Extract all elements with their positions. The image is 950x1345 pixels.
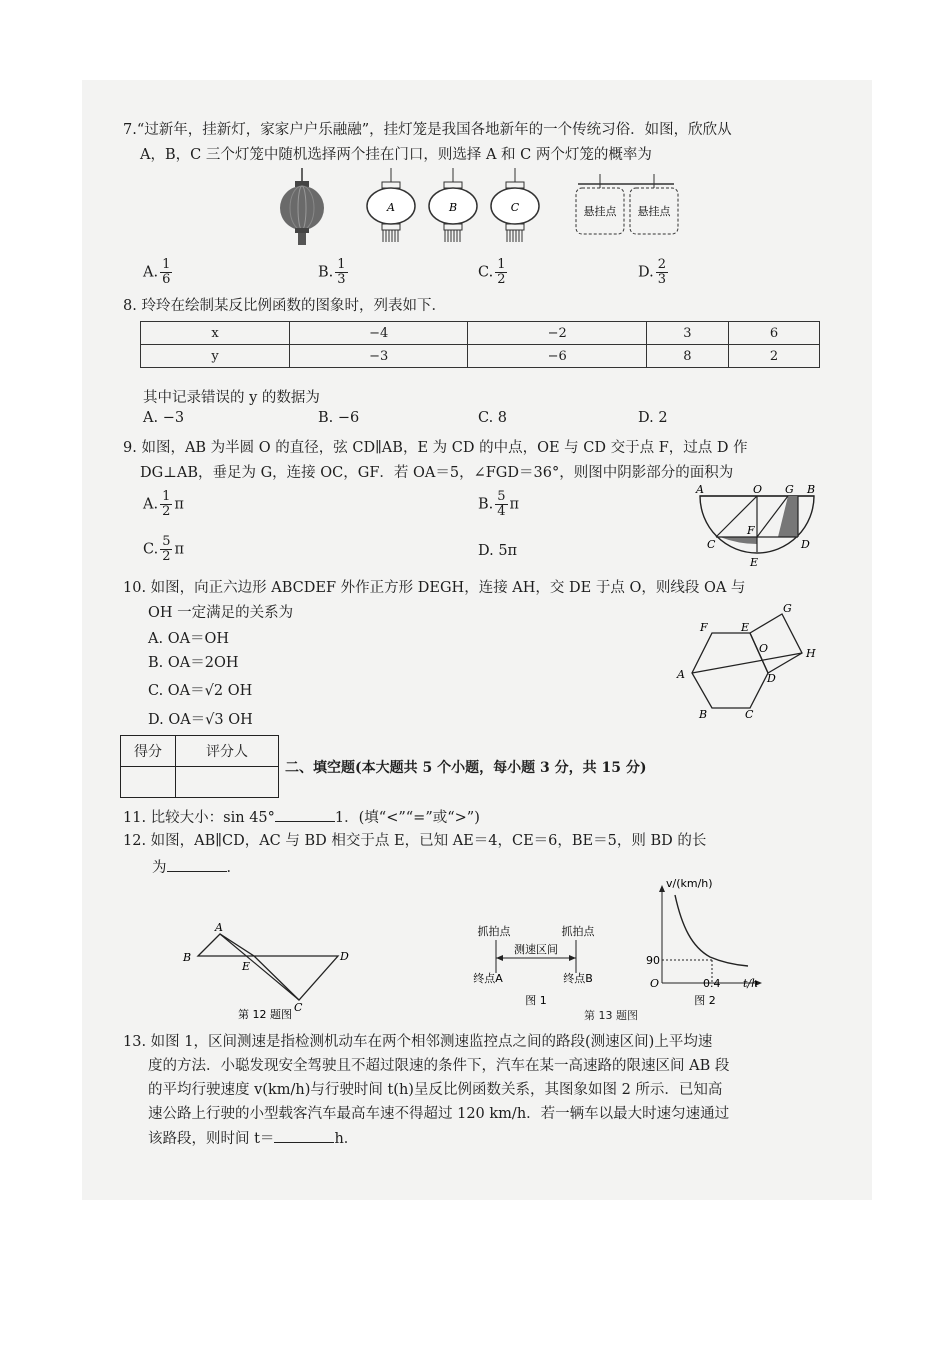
q9-line1: 9. 如图，AB 为半圆 O 的直径，弦 CD∥AB，E 为 CD 的中点，OE 与 CD 交于点 F，过点 D 作 <box>123 440 748 456</box>
q13-fig1 <box>460 918 610 1010</box>
lantern-photo-icon <box>280 168 324 245</box>
lantern-b-icon <box>429 168 477 242</box>
q9-option-d[interactable]: D. 5π <box>478 543 518 559</box>
svg-text:E: E <box>242 960 251 973</box>
q12-answer-blank[interactable] <box>167 857 227 872</box>
q7-line2: A，B，C 三个灯笼中随机选择两个挂在门口，则选择 A 和 C 两个灯笼的概率为 <box>140 147 652 163</box>
q13-fig-caption: 第 13 题图 <box>584 1009 638 1022</box>
svg-text:A: A <box>215 921 223 934</box>
svg-text:终点A: 终点A <box>473 972 503 985</box>
svg-text:E: E <box>750 556 759 569</box>
q10-option-c[interactable]: C. OA＝√2 OH <box>148 683 253 699</box>
q8-question: 其中记录错误的 y 的数据为 <box>143 390 320 406</box>
q11-text: 11. 比较大小：sin 45° 1．(填“<”“=”或“>”) <box>123 807 480 828</box>
score-box <box>120 735 279 798</box>
svg-text:F: F <box>747 524 755 537</box>
svg-text:悬挂点: 悬挂点 <box>583 205 617 218</box>
svg-text:A: A <box>677 668 685 681</box>
hook-points-icon <box>576 174 678 234</box>
q8-option-b[interactable]: B. −6 <box>318 410 360 426</box>
svg-text:A: A <box>696 484 704 496</box>
table-row: x −4 −2 3 6 <box>141 322 820 345</box>
q13-fig2-graph <box>640 875 775 1010</box>
svg-text:图 1: 图 1 <box>525 994 547 1007</box>
svg-text:B: B <box>699 708 708 721</box>
svg-text:D: D <box>767 672 776 685</box>
section2-title: 二、填空题(本大题共 5 个小题，每小题 3 分，共 15 分) <box>285 760 647 776</box>
svg-text:C: C <box>745 708 754 721</box>
q10-option-b[interactable]: B. OA＝2OH <box>148 655 239 671</box>
q8-table <box>140 321 820 368</box>
svg-text:第 12 题图: 第 12 题图 <box>238 1008 292 1021</box>
q7-option-b[interactable]: B. $\frac{1}{3}$ <box>318 257 346 287</box>
svg-text:D: D <box>340 950 349 963</box>
q10-line1: 10. 如图，向正六边形 ABCDEF 外作正方形 DEGH，连接 AH，交 DE 于点 O，则线段 OA 与 <box>123 580 746 596</box>
svg-text:终点B: 终点B <box>563 972 593 985</box>
q9-option-b[interactable]: B. $\frac{5}{4}$ π <box>478 489 520 519</box>
svg-text:测速区间: 测速区间 <box>514 943 558 956</box>
q7-option-a[interactable]: A. $\frac{1}{6}$ <box>143 257 171 287</box>
q13-line3: 的平均行驶速度 v(km/h)与行驶时间 t(h)呈反比例函数关系，其图象如图 2 所示．已知高 <box>148 1082 723 1098</box>
svg-text:C: C <box>510 201 520 214</box>
q10-option-a[interactable]: A. OA＝OH <box>148 631 230 647</box>
q7-option-c[interactable]: C. $\frac{1}{2}$ <box>478 257 506 287</box>
svg-text:抓拍点: 抓拍点 <box>477 925 511 938</box>
q8-option-c[interactable]: C. 8 <box>478 410 508 426</box>
svg-text:G: G <box>783 602 792 615</box>
svg-text:C: C <box>294 1001 303 1014</box>
svg-text:O: O <box>759 642 769 655</box>
q13-line4: 速公路上行驶的小型载客汽车最高车速不得超过 120 km/h．若一辆车以最大时速匀速通过 <box>148 1106 730 1122</box>
q9-option-c[interactable]: C. $\frac{5}{2}$ π <box>143 534 184 564</box>
svg-text:F: F <box>700 621 708 634</box>
q12-line1: 12. 如图，AB∥CD，AC 与 BD 相交于点 E，已知 AE＝4，CE＝6，BE＝5，则 BD 的长 <box>123 833 707 849</box>
svg-text:B: B <box>807 484 816 496</box>
lantern-c-icon <box>491 168 539 242</box>
table-row <box>121 767 279 798</box>
q8-option-a[interactable]: A. −3 <box>143 410 185 426</box>
q13-line2: 度的方法．小聪发现安全驾驶且不超过限速的条件下，汽车在某一高速路的限速区间 AB 段 <box>148 1058 730 1074</box>
q7-option-d[interactable]: D. $\frac{2}{3}$ <box>638 257 666 287</box>
q7-lanterns-figure <box>270 168 690 258</box>
svg-text:E: E <box>741 621 750 634</box>
q7-line1: 7.“过新年，挂新灯，家家户户乐融融”，挂灯笼是我国各地新年的一个传统习俗．如图，欣欣从 <box>123 122 732 138</box>
svg-text:抓拍点: 抓拍点 <box>561 925 595 938</box>
svg-text:90: 90 <box>646 954 660 967</box>
q12-figure <box>175 918 360 1023</box>
q13-line1: 13. 如图 1，区间测速是指检测机动车在两个相邻测速监控点之间的路段(测速区间)上平均速 <box>123 1034 713 1050</box>
q8-option-d[interactable]: D. 2 <box>638 410 668 426</box>
svg-text:t/h: t/h <box>743 977 759 990</box>
table-row: 得分 评分人 <box>121 736 279 767</box>
svg-text:B: B <box>183 951 192 964</box>
svg-text:G: G <box>785 484 794 496</box>
svg-text:图 2: 图 2 <box>694 994 716 1007</box>
svg-text:v/(km/h): v/(km/h) <box>666 877 713 890</box>
q13-answer-blank[interactable] <box>274 1128 334 1143</box>
svg-text:悬挂点: 悬挂点 <box>637 205 671 218</box>
q9-line2: DG⊥AB，垂足为 G，连接 OC，GF．若 OA＝5，∠FGD＝36°，则图中阴影部分的面积为 <box>140 465 734 481</box>
q8-stem: 8. 玲玲在绘制某反比例函数的图象时，列表如下． <box>123 298 446 314</box>
svg-text:D: D <box>801 538 810 551</box>
q10-option-d[interactable]: D. OA＝√3 OH <box>148 712 253 728</box>
q9-option-a[interactable]: A. $\frac{1}{2}$ π <box>143 489 184 519</box>
table-row: y −3 −6 8 2 <box>141 345 820 368</box>
q13-line5: 该路段，则时间 t＝ h． <box>148 1128 358 1149</box>
svg-text:O: O <box>650 977 660 990</box>
svg-text:A: A <box>387 201 395 214</box>
svg-text:C: C <box>707 538 716 551</box>
lantern-a-icon <box>367 168 415 242</box>
svg-text:0.4: 0.4 <box>703 977 721 990</box>
svg-text:B: B <box>448 201 458 214</box>
svg-text:H: H <box>806 647 816 660</box>
svg-text:O: O <box>753 484 763 496</box>
q12-line2: 为 ． <box>152 857 241 878</box>
q9-semicircle-figure <box>690 484 825 570</box>
q10-line2: OH 一定满足的关系为 <box>148 605 294 621</box>
q11-answer-blank[interactable] <box>275 807 335 822</box>
q10-hexagon-figure <box>670 598 830 723</box>
